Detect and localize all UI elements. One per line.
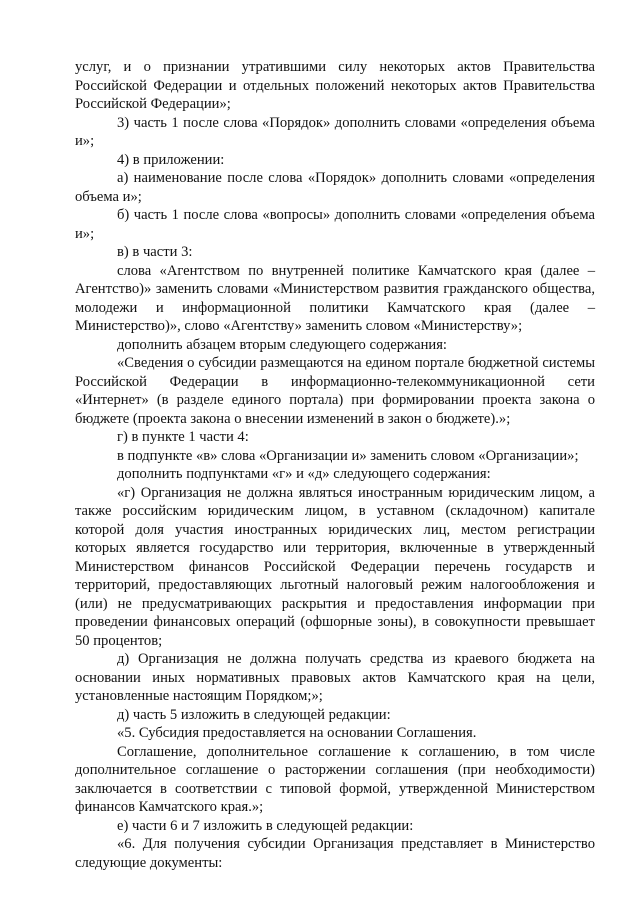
- paragraph-19: «6. Для получения субсидии Организация представляет в Министерство следующие документы:: [75, 836, 595, 871]
- paragraph-9: «Сведения о субсидии размещаются на едином портале бюджетной системы Российской Федерации в информационно-телекоммуникационной сети «Интернет» (в разделе единого портала) при формировании проекта закона о бюджете (проекта закона о внесении изменений в закон о бюджете).»;: [75, 355, 595, 427]
- paragraph-16: «5. Субсидия предоставляется на основании Соглашения.: [117, 725, 477, 741]
- paragraph-14: д) Организация не должна получать средства из краевого бюджета на основании иных нормативных правовых актов Камчатского края на цели, установленные настоящим Порядком;»;: [75, 651, 595, 704]
- paragraph-6: в) в части 3:: [117, 244, 193, 260]
- paragraph-12: дополнить подпунктами «г» и «д» следующего содержания:: [117, 466, 491, 482]
- document-page: [75, 58, 595, 872]
- paragraph-4: а) наименование после слова «Порядок» дополнить словами «определения объема и»;: [75, 170, 595, 205]
- paragraph-2: 3) часть 1 после слова «Порядок» дополнить словами «определения объема и»;: [75, 114, 595, 149]
- paragraph-8: дополнить абзацем вторым следующего содержания:: [117, 336, 447, 353]
- paragraph-5: б) часть 1 после слова «вопросы» дополнить словами «определения объема и»;: [75, 207, 595, 242]
- paragraph-7: слова «Агентством по внутренней политике Камчатского края (далее – Агентство)» заменить словами «Министерством развития гражданского общества, молодежи и информационной политики Камчатского края (далее – Министерство)», слово «Агентству» заменить словом «Министерству»;: [75, 262, 595, 334]
- paragraph-17: Соглашение, дополнительное соглашение к соглашению, в том числе дополнительное соглашение о расторжении соглашения (при необходимости) заключается в соответствии с типовой формой, утвержденной Министерством финансов Камчатского края.»;: [75, 743, 595, 815]
- paragraph-1: услуг, и о признании утратившими силу некоторых актов Правительства Российской Федерации и отдельных положений некоторых актов Правительства Российской Федерации»;: [75, 59, 595, 112]
- paragraph-3: 4) в приложении:: [117, 151, 225, 168]
- paragraph-13: «г) Организация не должна являться иностранным юридическим лицом, а также российским юридическим лицом, в уставном (складочном) капитале которой доля участия иностранных юридических лиц, местом регистрации которых является государство или территория, включенные в утвержденный Министерством финансов Российской Федерации перечень государств и территорий, предоставляющих льготный налоговый режим налогообложения и (или) не предусматривающих раскрытия и предоставления информации при проведении финансовых операций (офшорные зоны), в совокупности превышает 50 процентов;: [75, 484, 595, 649]
- paragraph-11: в подпункте «в» слова «Организации и» заменить словом «Организации»;: [117, 447, 579, 464]
- paragraph-15: д) часть 5 изложить в следующей редакции:: [117, 706, 391, 723]
- paragraph-10: г) в пункте 1 части 4:: [117, 429, 249, 445]
- paragraph-18: е) части 6 и 7 изложить в следующей редакции:: [117, 817, 414, 834]
